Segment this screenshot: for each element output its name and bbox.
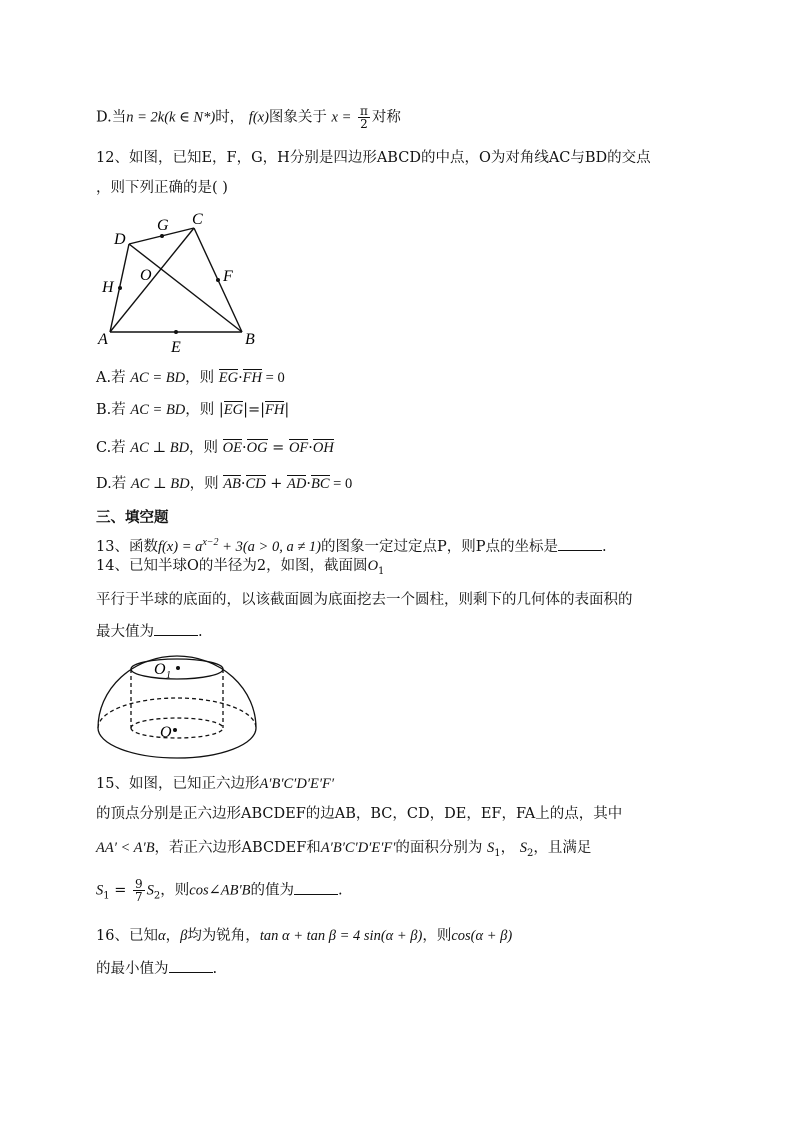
vector-ad: AD	[287, 476, 307, 492]
text: 图象关于	[268, 109, 327, 126]
text: .	[198, 624, 203, 640]
point-e	[174, 330, 178, 334]
subscript: 2	[527, 847, 534, 859]
answer-blank[interactable]	[294, 880, 338, 895]
vector-oe: OE	[222, 440, 242, 456]
option-label: D.若	[96, 476, 131, 492]
center-o	[173, 728, 177, 732]
cylinder-bottom-back	[131, 718, 223, 728]
cylinder-bottom-front	[131, 728, 223, 738]
q15-line2: 的顶点分别是正六边形ABCDEF的边AB，BC，CD，DE，EF，FA上的点，其中	[96, 806, 623, 822]
point-f	[216, 278, 220, 282]
q12-option-c	[96, 438, 334, 458]
subscript: 1	[103, 890, 110, 902]
text: 的最小值为	[96, 961, 169, 977]
option-d-prev	[96, 105, 401, 130]
q16-line2	[96, 958, 217, 979]
answer-blank[interactable]	[154, 621, 198, 636]
label-a: A	[98, 331, 108, 348]
text: ，则	[422, 928, 452, 944]
vector-ab: AB	[223, 476, 241, 492]
alpha: α	[157, 928, 166, 944]
text: 的图象一定过定点P，则P点的坐标是	[320, 538, 558, 555]
condition-math: AC = BD	[130, 402, 186, 418]
text: ，若正六边形ABCDEF和	[154, 840, 321, 856]
label-o1: O	[154, 661, 166, 678]
area-s1: S	[96, 882, 104, 899]
formula: f(x) = a	[157, 538, 203, 555]
condition-math: AC ⊥ BD	[130, 476, 190, 492]
q13	[96, 533, 607, 557]
operator: =	[267, 440, 289, 456]
subscript: 1	[378, 565, 385, 577]
subscript: 1	[494, 847, 501, 859]
nine-over-seven	[133, 878, 145, 903]
text: .	[602, 538, 607, 555]
label-h: H	[102, 279, 114, 296]
equation: tan α + tan β = 4 sin(α + β)	[259, 928, 423, 944]
vector-eg: EG	[223, 402, 244, 418]
text: ，则	[160, 882, 190, 899]
q12-option-d	[96, 474, 352, 494]
text: = 0	[329, 476, 353, 492]
text: 的值为	[250, 882, 294, 899]
vector-fh: FH	[242, 370, 263, 386]
exponent: x−2	[202, 537, 219, 548]
text: = 0	[262, 370, 285, 386]
q12-option-a	[96, 368, 285, 388]
function-math: f(x)	[248, 109, 269, 126]
label-e: E	[171, 339, 181, 356]
pi-over-2	[358, 105, 370, 130]
operator: ·	[308, 440, 313, 456]
q14-line1	[96, 556, 384, 582]
answer-blank[interactable]	[169, 958, 213, 973]
option-label: D.当	[96, 109, 127, 126]
inequality: AA′ < A′B	[96, 840, 155, 856]
q12-option-b: B.若 AC = BD，则 |EG|=|FH|	[96, 402, 290, 418]
text: 时，	[215, 109, 245, 126]
q12-line1: 12、如图，已知E，F，G，H分别是四边形ABCD的中点，O为对角线AC与BD的交点	[96, 150, 651, 166]
condition-math: AC = BD	[130, 370, 186, 386]
q15-line1	[96, 774, 334, 794]
vector-oh: OH	[312, 440, 334, 456]
hemisphere-figure	[94, 650, 260, 766]
circle-label: O	[367, 558, 379, 574]
text: 对称	[371, 109, 401, 126]
operator: +	[265, 476, 288, 492]
vector-eg: EG	[218, 370, 239, 386]
text: .	[338, 882, 343, 899]
label-o: O	[160, 724, 172, 741]
operator: ·	[306, 476, 311, 492]
section-heading: 三、填空题	[96, 509, 169, 526]
subscript: 2	[153, 890, 161, 902]
text: ，则	[185, 370, 219, 386]
area-s1: S	[487, 840, 495, 856]
vector-bc: BC	[311, 476, 330, 492]
text: |	[284, 402, 290, 418]
x-equals: x =	[331, 109, 352, 126]
operator: ·	[240, 476, 246, 492]
vector-of: OF	[288, 440, 309, 456]
frac-den: 2	[360, 117, 368, 131]
text: ，	[500, 840, 516, 856]
frac-den: 7	[135, 890, 143, 904]
base-back	[98, 698, 256, 728]
area-s2: S	[146, 882, 154, 899]
point-h	[118, 286, 122, 290]
label-o1-sub: 1	[166, 670, 171, 681]
text: 15、如图，已知正六边形	[96, 776, 260, 792]
text: 最大值为	[96, 624, 154, 640]
q14-line2: 平行于半球的底面的，以该截面圆为底面挖去一个圆柱，则剩下的几何体的表面积的	[96, 592, 633, 608]
operator: ·	[242, 440, 247, 456]
operator: ·	[238, 370, 243, 386]
option-label: C.若	[96, 440, 131, 456]
q12-line2: ，则下列正确的是( )	[96, 180, 228, 196]
text: ，	[165, 928, 181, 944]
point-g	[160, 234, 164, 238]
text: 16、已知	[96, 928, 158, 944]
vector-fh: FH	[265, 402, 285, 418]
text: 的面积分别为	[395, 840, 483, 856]
text: ，则	[189, 440, 223, 456]
cos-expression: cos∠AB′B	[189, 882, 251, 899]
vector-cd: CD	[245, 476, 266, 492]
condition-math: AC ⊥ BD	[130, 440, 190, 456]
area-s2: S	[519, 840, 528, 856]
option-label: B.若	[96, 402, 131, 418]
text: ，则	[189, 476, 224, 492]
label-f: F	[223, 268, 233, 285]
text: ，且满足	[533, 840, 592, 856]
text: 14、已知半球O的半径为2，如图，截面圆	[96, 558, 368, 574]
hexagon-label: A′B′C′D′E′F′	[320, 840, 396, 856]
label-d: D	[114, 231, 126, 248]
q14-line3	[96, 621, 203, 642]
q16-line1	[96, 926, 512, 946]
answer-blank[interactable]	[558, 536, 602, 551]
text: .	[212, 961, 218, 977]
operator: |=|	[243, 402, 266, 418]
frac-num: 9	[135, 877, 143, 891]
label-c: C	[192, 211, 203, 228]
formula: + 3(a > 0, a ≠ 1)	[218, 538, 321, 555]
quadrilateral-figure	[96, 206, 266, 356]
frac-num: π	[360, 104, 368, 118]
text: 13、函数	[96, 538, 158, 555]
q15-line4: $S_1$ = $\frac{9}{7}$ $S_2$，则cos∠AB′B的值为 .	[96, 877, 343, 904]
hexagon-label: A′B′C′D′E′F′	[259, 776, 335, 792]
vector-og: OG	[246, 440, 268, 456]
base-front	[98, 728, 256, 758]
condition-math: n = 2k(k ∈ N*)	[126, 109, 216, 126]
label-g: G	[157, 217, 169, 234]
text: 均为锐角，	[187, 928, 260, 944]
text: ，则	[185, 402, 219, 418]
cos-expression: cos(α + β)	[451, 928, 513, 944]
beta: β	[180, 928, 188, 944]
q15-line3	[96, 838, 591, 864]
center-o1	[176, 666, 180, 670]
label-o: O	[140, 267, 152, 284]
label-b: B	[245, 331, 255, 348]
option-label: A.若	[96, 370, 131, 386]
